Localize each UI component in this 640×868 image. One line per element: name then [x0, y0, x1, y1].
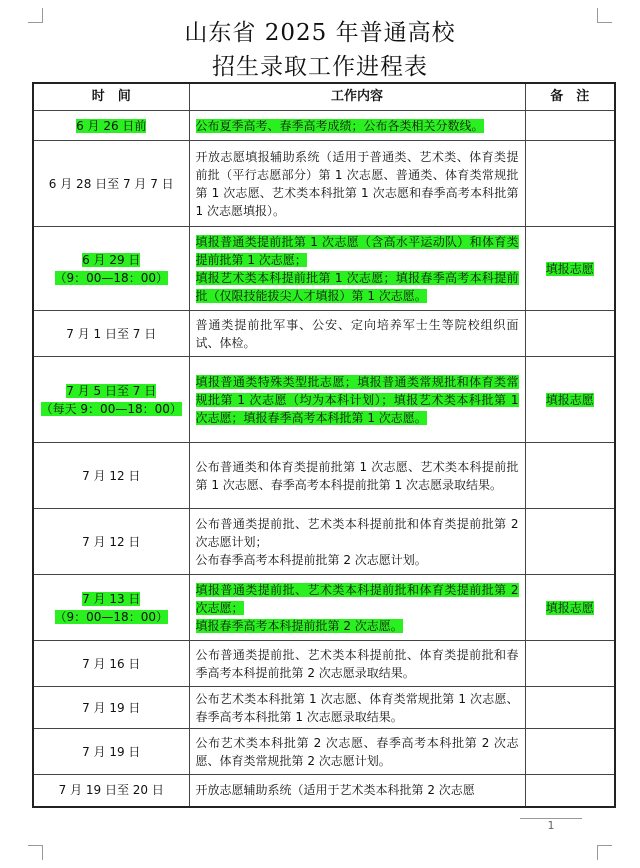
note-text: 填报志愿 — [545, 261, 594, 276]
table-header-row — [33, 83, 615, 111]
crop-mark-bottom-right — [597, 845, 612, 860]
cell-work — [189, 687, 525, 729]
cell-note — [525, 111, 615, 141]
document-title-line1: 山东省 2025 年普通高校 — [184, 20, 456, 46]
cell-note — [525, 509, 615, 575]
time-text: 7 月 1 日至 7 日 — [66, 326, 157, 341]
note-text: 填报志愿 — [545, 600, 594, 615]
time-text: 7 月 16 日 — [82, 656, 141, 671]
note-text: 填报志愿 — [545, 392, 594, 407]
table-row — [33, 575, 615, 641]
cell-work — [189, 641, 525, 687]
work-text: 开放志愿填报辅助系统（适用于普通类、艺术类、体育类提前批（平行志愿部分）第 1 次志愿、普通类、体育类常规批第 1 次志愿、艺术类本科批第 1 次志愿和春季高考本科批第 1 次志愿填报）。 — [195, 149, 519, 218]
cell-work — [189, 111, 525, 141]
cell-note — [525, 775, 615, 807]
table-row — [33, 141, 615, 227]
cell-time — [33, 111, 189, 141]
cell-note — [525, 729, 615, 775]
table-row — [33, 227, 615, 311]
cell-time — [33, 311, 189, 357]
cell-work — [189, 575, 525, 641]
table-row — [33, 111, 615, 141]
table-row — [33, 311, 615, 357]
cell-work — [189, 729, 525, 775]
table-row — [33, 357, 615, 443]
work-text: 公布普通类提前批、艺术类本科提前批、体育类提前批和春季高考本科提前批第 2 次志愿录取结果。 — [195, 647, 519, 680]
cell-time — [33, 509, 189, 575]
header-note: 备 注 — [525, 83, 615, 111]
cell-work — [189, 775, 525, 807]
cell-note — [525, 357, 615, 443]
time-text: 7 月 12 日 — [82, 534, 141, 549]
time-text: 6 月 26 日前 — [76, 118, 147, 133]
work-text: 填报普通类提前批第 1 次志愿（含高水平运动队）和体育类提前批第 1 次志愿； — [195, 234, 519, 267]
time-text: 6 月 29 日 — [82, 252, 141, 267]
time-text: 7 月 19 日至 20 日 — [58, 783, 164, 798]
cell-time — [33, 227, 189, 311]
cell-time — [33, 575, 189, 641]
cell-time — [33, 775, 189, 807]
time-text: 7 月 12 日 — [82, 468, 141, 483]
table-row — [33, 775, 615, 807]
table-row — [33, 729, 615, 775]
cell-time — [33, 687, 189, 729]
cell-note — [525, 311, 615, 357]
work-text: 公布普通类提前批、艺术类本科提前批和体育类提前批第 2 次志愿计划； — [195, 516, 519, 549]
header-time: 时 间 — [33, 83, 189, 111]
cell-note — [525, 443, 615, 509]
page-number: 1 — [520, 818, 582, 833]
time-text: 7 月 5 日至 7 日 — [66, 383, 157, 398]
cell-work — [189, 141, 525, 227]
time-text: （9：00—18：00） — [54, 609, 168, 624]
work-text: 开放志愿辅助系统（适用于艺术类本科批第 2 次志愿 — [195, 783, 475, 798]
document-title-line2: 招生录取工作进程表 — [212, 54, 428, 80]
work-text: 普通类提前批军事、公安、定向培养军士生等院校组织面试、体检。 — [195, 317, 519, 350]
work-text: 公布普通类和体育类提前批第 1 次志愿、艺术类本科提前批第 1 次志愿、春季高考本科提前批第 1 次志愿录取结果。 — [195, 459, 519, 492]
cell-note — [525, 641, 615, 687]
cell-work — [189, 311, 525, 357]
work-text: 公布艺术类本科批第 2 次志愿、春季高考本科批第 2 次志愿、体育类常规批第 2 次志愿计划。 — [195, 735, 519, 768]
time-text: 7 月 19 日 — [82, 744, 141, 759]
cell-time — [33, 443, 189, 509]
table-row — [33, 687, 615, 729]
header-work: 工作内容 — [189, 83, 525, 111]
schedule-table — [32, 82, 616, 808]
cell-work — [189, 357, 525, 443]
work-text: 填报普通类提前批、艺术类本科提前批和体育类提前批第 2 次志愿； — [195, 582, 519, 615]
table-row — [33, 443, 615, 509]
work-text: 公布夏季高考、春季高考成绩；公布各类相关分数线。 — [195, 118, 484, 133]
time-text: 7 月 13 日 — [82, 591, 141, 606]
cell-time — [33, 729, 189, 775]
work-text: 填报普通类特殊类型批志愿；填报普通类常规批和体育类常规批第 1 次志愿（均为本科计划）；填报艺术类本科批第 1 次志愿；填报春季高考本科批第 1 次志愿。 — [195, 374, 519, 425]
cell-note — [525, 575, 615, 641]
work-text: 填报春季高考本科提前批第 2 次志愿。 — [195, 618, 403, 633]
time-text: （每天 9：00—18：00） — [40, 401, 182, 416]
cell-note — [525, 227, 615, 311]
cell-time — [33, 141, 189, 227]
crop-mark-bottom-left — [28, 845, 43, 860]
schedule-rows — [33, 111, 615, 807]
table-row — [33, 641, 615, 687]
cell-work — [189, 443, 525, 509]
work-text: 填报艺术类本科提前批第 1 次志愿；填报春季高考本科提前批（仅限技能拔尖人才填报）第 1 次志愿。 — [195, 270, 519, 303]
work-text: 公布春季高考本科提前批第 2 次志愿计划。 — [195, 552, 427, 567]
time-text: （9：00—18：00） — [54, 270, 168, 285]
time-text: 7 月 19 日 — [82, 700, 141, 715]
cell-note — [525, 687, 615, 729]
cell-work — [189, 509, 525, 575]
cell-time — [33, 641, 189, 687]
table-row — [33, 509, 615, 575]
cell-work — [189, 227, 525, 311]
time-text: 6 月 28 日至 7 月 7 日 — [48, 176, 174, 191]
work-text: 公布艺术类本科批第 1 次志愿、体育类常规批第 1 次志愿、春季高考本科批第 1 次志愿录取结果。 — [195, 691, 519, 724]
cell-time — [33, 357, 189, 443]
cell-note — [525, 141, 615, 227]
